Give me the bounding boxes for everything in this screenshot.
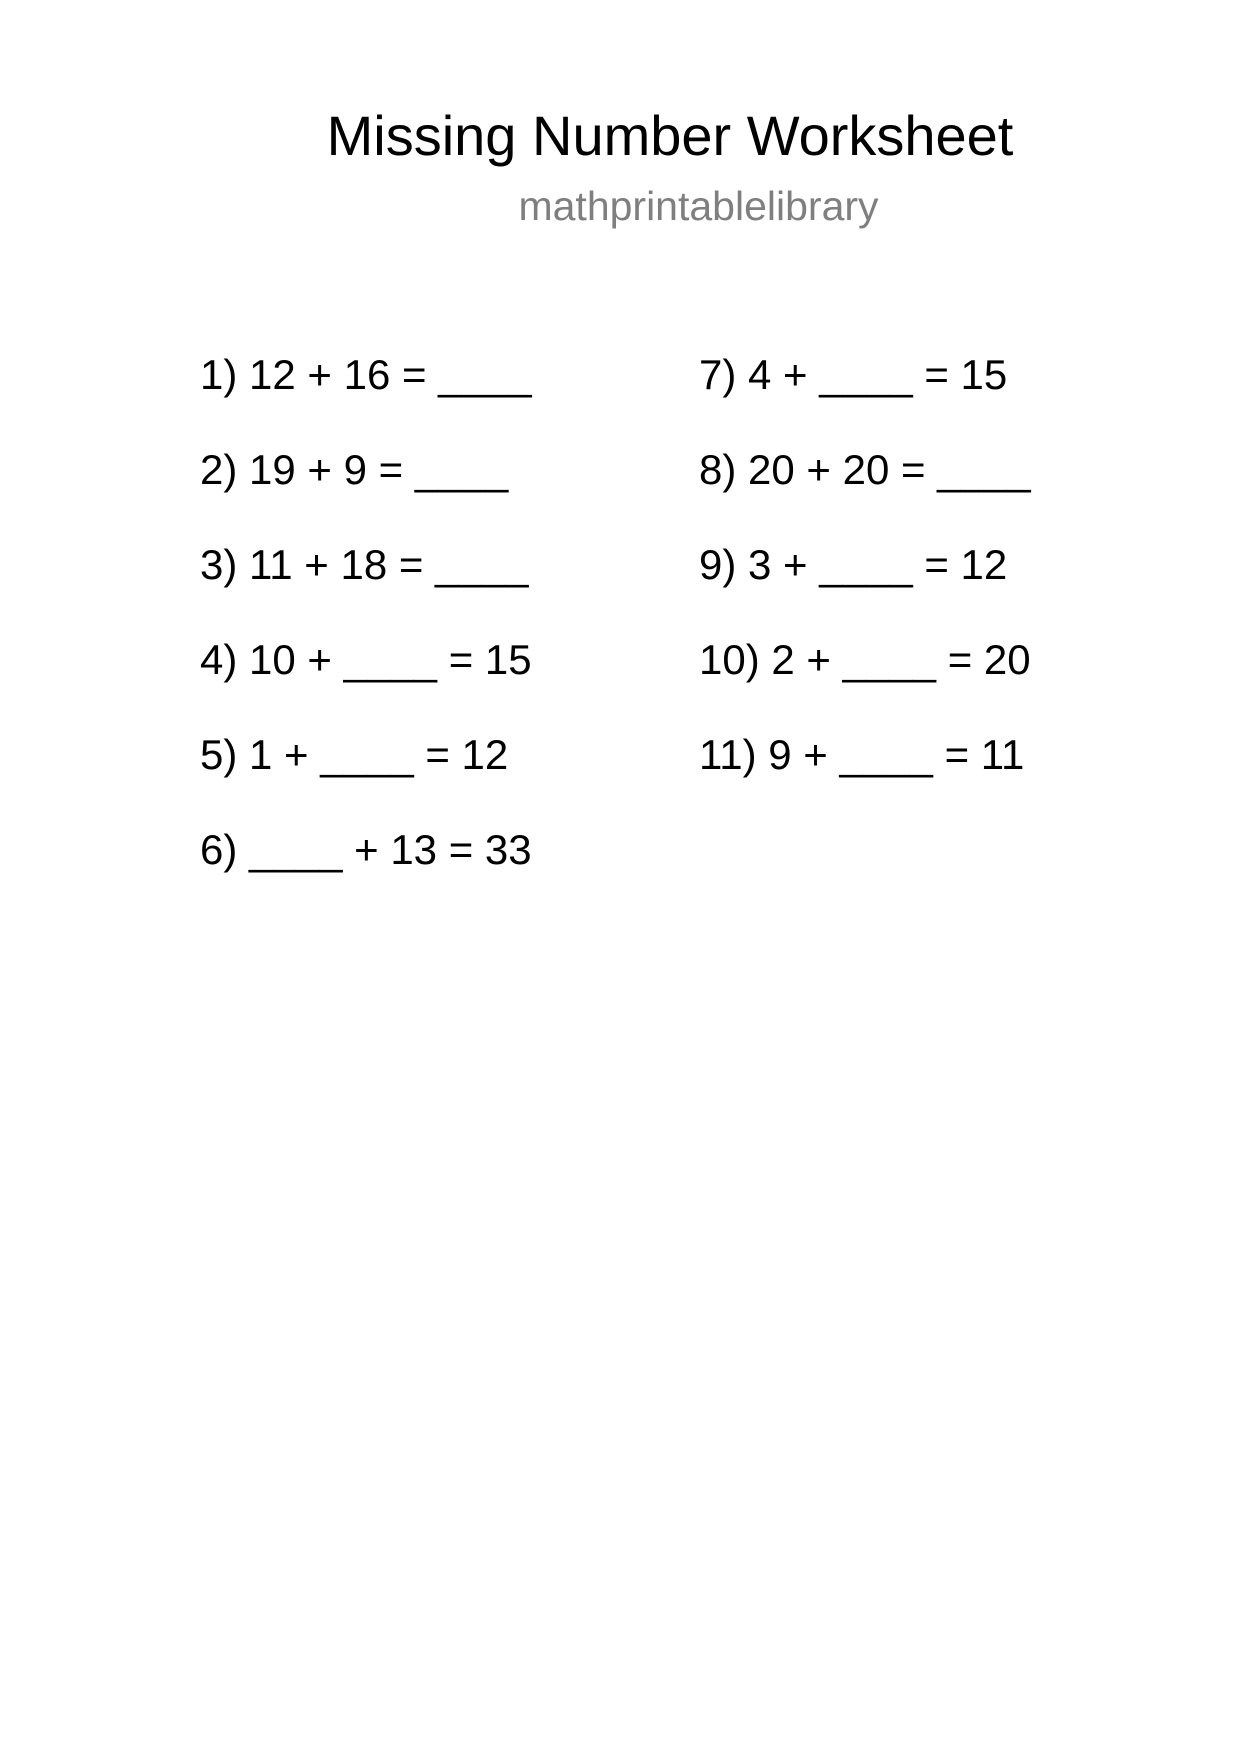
- problem-9: 9) 3 + ____ = 12: [699, 541, 1008, 588]
- problem-10: 10) 2 + ____ = 20: [699, 636, 1031, 683]
- problem-3: 3) 11 + 18 = ____: [200, 541, 529, 588]
- problem-2: 2) 19 + 9 = ____: [200, 446, 509, 493]
- page-title: Missing Number Worksheet: [326, 104, 1014, 167]
- problem-6: 6) ____ + 13 = 33: [200, 826, 532, 873]
- problem-7: 7) 4 + ____ = 15: [699, 351, 1008, 398]
- problem-column-right: [699, 347, 1031, 822]
- problem-5: 5) 1 + ____ = 12: [200, 731, 509, 778]
- problem-1: 1) 12 + 16 = ____: [200, 351, 532, 398]
- problem-4: 4) 10 + ____ = 15: [200, 636, 532, 683]
- source-label: mathprintablelibrary: [518, 183, 879, 229]
- problem-11: 11) 9 + ____ = 11: [699, 731, 1025, 778]
- problem-column-left: [200, 347, 532, 917]
- problem-8: 8) 20 + 20 = ____: [699, 446, 1031, 493]
